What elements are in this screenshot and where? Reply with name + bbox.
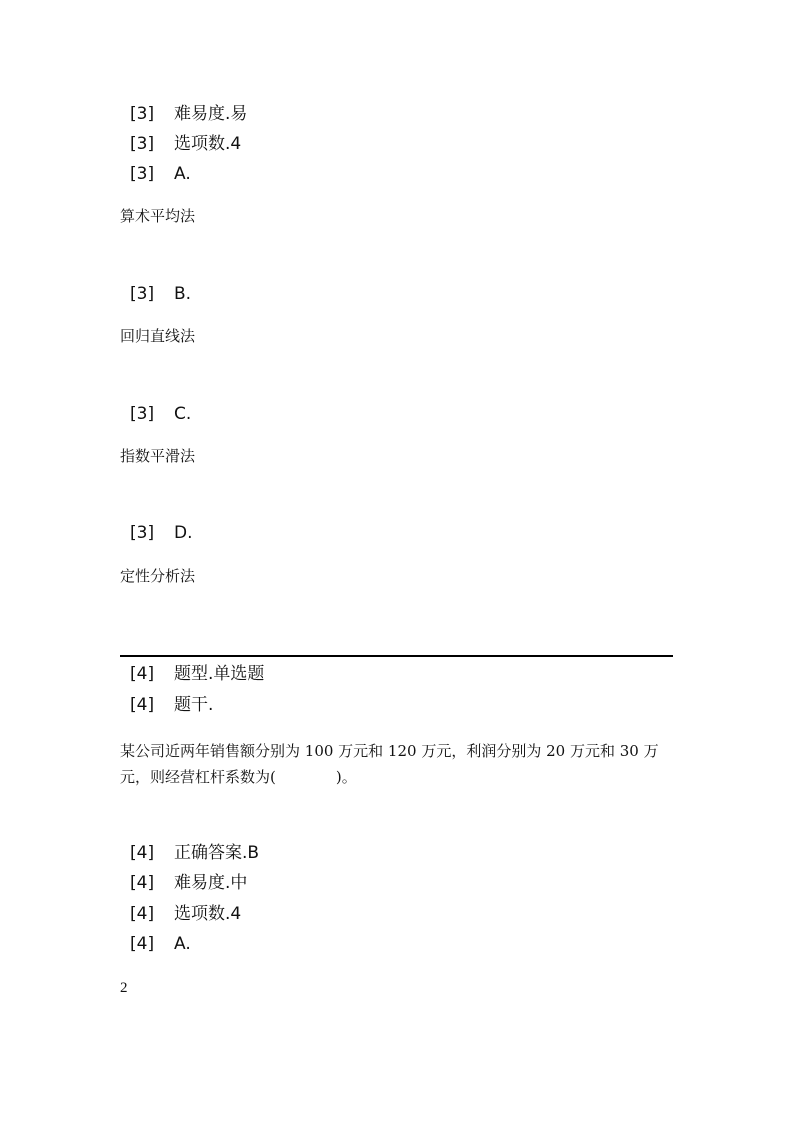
- question-tag: [3]: [130, 284, 155, 304]
- q4-stem-line-1: 某公司近两年销售额分别为 100 万元和 120 万元，利润分别为 20 万元和 30 万: [120, 742, 659, 760]
- question-tag: [4]: [130, 664, 155, 684]
- q3-option-a-text: 算术平均法: [120, 207, 196, 225]
- question-tag: [4]: [130, 904, 155, 924]
- question-tag: [4]: [130, 934, 155, 954]
- q4-difficulty-line: [130, 872, 247, 894]
- question-tag: [3]: [130, 523, 155, 543]
- question-tag: [4]: [130, 695, 155, 715]
- option-label: A.: [174, 164, 191, 184]
- q3-option-d-line: [130, 522, 193, 544]
- stem-label-text: 题干.: [174, 695, 214, 715]
- q4-option-a-line: [130, 933, 191, 955]
- question-tag: [3]: [130, 104, 155, 124]
- q3-option-a-line: [130, 163, 191, 185]
- question-tag: [3]: [130, 164, 155, 184]
- q3-option-b-text: 回归直线法: [120, 327, 196, 345]
- q4-stem-line-2: 元，则经营杠杆系数为( )。: [120, 768, 357, 786]
- option-label: C.: [174, 404, 192, 424]
- q3-difficulty-line: [130, 103, 247, 125]
- q3-option-c-line: [130, 403, 191, 425]
- page-number: 2: [120, 980, 128, 996]
- q3-option-count-line: [130, 133, 241, 155]
- question-type-text: 题型.单选题: [174, 664, 265, 684]
- option-label: A.: [174, 934, 191, 954]
- option-count-text: 选项数.4: [174, 904, 242, 924]
- q4-type-line: [130, 663, 264, 685]
- question-divider: [120, 655, 673, 657]
- question-tag: [4]: [130, 873, 155, 893]
- answer-text: 正确答案.B: [174, 843, 260, 863]
- q4-answer-line: [130, 842, 259, 864]
- q4-stem-label-line: [130, 694, 213, 716]
- difficulty-text: 难易度.中: [174, 873, 248, 893]
- q4-option-count-line: [130, 903, 241, 925]
- option-count-text: 选项数.4: [174, 134, 242, 154]
- question-tag: [4]: [130, 843, 155, 863]
- option-label: B.: [174, 284, 192, 304]
- option-label: D.: [174, 523, 193, 543]
- question-tag: [3]: [130, 404, 155, 424]
- q3-option-c-text: 指数平滑法: [120, 447, 196, 465]
- q3-option-b-line: [130, 283, 191, 305]
- q3-option-d-text: 定性分析法: [120, 567, 196, 585]
- difficulty-text: 难易度.易: [174, 104, 248, 124]
- question-tag: [3]: [130, 134, 155, 154]
